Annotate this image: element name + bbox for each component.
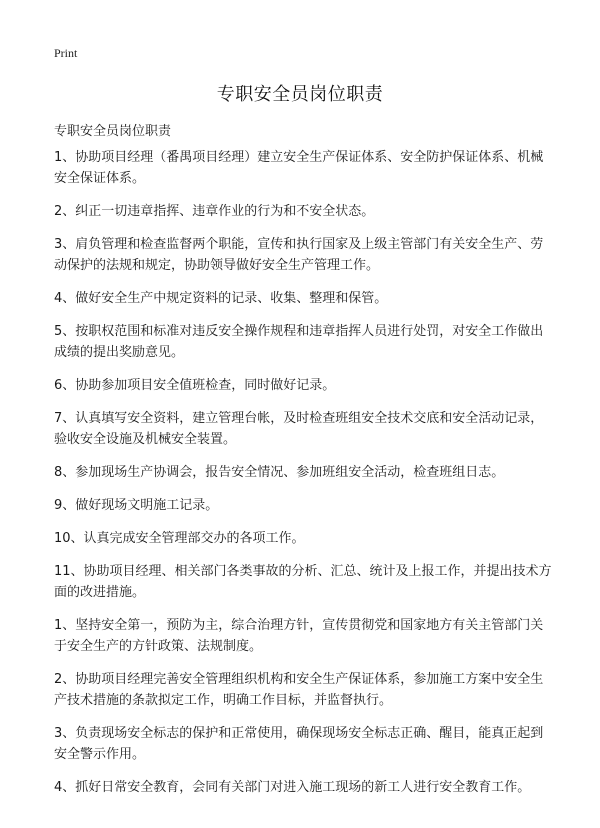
list-item: 2、纠正一切违章指挥、违章作业的行为和不安全状态。 <box>54 204 375 219</box>
list-item: 1、协助项目经理（番禺项目经理）建立安全生产保证体系、安全防护保证体系、机械安全保证体系。 <box>54 150 544 186</box>
document-subtitle: 专职安全员岗位职责 <box>54 124 172 139</box>
list-item: 3、负责现场安全标志的保护和正常使用，确保现场安全标志正确、醒目，能真正起到安全警示作用。 <box>54 726 544 762</box>
list-item: 4、抓好日常安全教育，会同有关部门对进入施工现场的新工人进行安全教育工作。 <box>54 780 531 795</box>
list-item: 2、协助项目经理完善安全管理组织机构和安全生产保证体系，参加施工方案中安全生产技术措施的条款拟定工作，明确工作目标，并监督执行。 <box>54 672 544 708</box>
list-item: 7、认真填写安全资料，建立管理台帐，及时检查班组安全技术交底和安全活动记录，验收安全设施及机械安全装置。 <box>54 411 544 447</box>
list-item: 1、坚持安全第一，预防为主，综合治理方针，宣传贯彻党和国家地方有关主管部门关于安全生产的方针政策、法规制度。 <box>54 618 544 654</box>
list-item: 10、认真完成安全管理部交办的各项工作。 <box>54 531 305 546</box>
list-item: 9、做好现场文明施工记录。 <box>54 498 219 513</box>
list-item: 3、肩负管理和检查监督两个职能，宣传和执行国家及上级主管部门有关安全生产、劳动保护的法规和规定，协助领导做好安全生产管理工作。 <box>54 237 544 273</box>
list-item: 11、协助项目经理、相关部门各类事故的分析、汇总、统计及上报工作，并提出技术方面的改进措施。 <box>54 564 552 600</box>
list-item: 5、按职权范围和标准对违反安全操作规程和违章指挥人员进行处罚，对安全工作做出成绩的提出奖励意见。 <box>54 324 544 360</box>
list-item: 4、做好安全生产中规定资料的记录、收集、整理和保管。 <box>54 291 388 306</box>
print-label: Print <box>54 46 78 60</box>
list-item: 6、协助参加项目安全值班检查，同时做好记录。 <box>54 378 336 393</box>
responsibility-list <box>54 147 554 810</box>
document-title: 专职安全员岗位职责 <box>216 84 384 105</box>
list-item: 8、参加现场生产协调会，报告安全情况、参加班组安全活动，检查班组日志。 <box>54 465 505 480</box>
